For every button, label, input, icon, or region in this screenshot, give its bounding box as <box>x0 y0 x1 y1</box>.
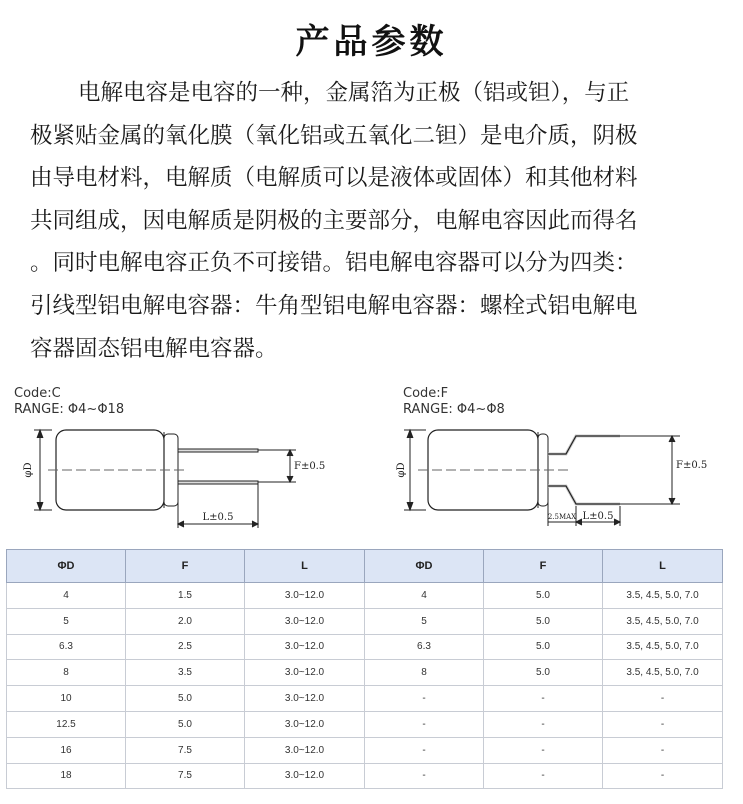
table-cell: 4 <box>365 583 484 609</box>
table-cell: 5.0 <box>126 686 245 712</box>
f-label: F±0.5 <box>676 460 708 471</box>
table-cell: 7.5 <box>126 763 245 789</box>
header-cell-l: L <box>603 550 723 583</box>
table-cell: 3.0~12.0 <box>245 763 365 789</box>
table-cell: 5.0 <box>484 583 603 609</box>
table-cell: 5.0 <box>484 660 603 686</box>
paragraph-line: 电解电容是电容的一种，金属箔为正极（铝或钽），与正 <box>78 80 630 106</box>
arrow-head <box>407 430 413 438</box>
arrow-head <box>576 519 582 525</box>
table-cell: 7.5 <box>126 737 245 763</box>
table-cell: - <box>603 711 723 737</box>
table-cell: 16 <box>7 737 126 763</box>
table-header-row <box>7 550 723 583</box>
description-paragraph <box>30 72 720 370</box>
f-label: F±0.5 <box>294 461 326 472</box>
table-cell: - <box>603 763 723 789</box>
lead-lower-outline <box>548 486 620 504</box>
table-row <box>7 711 723 737</box>
table-cell: - <box>365 711 484 737</box>
header-cell-diameter: ΦD <box>365 550 484 583</box>
code-c-title: Code:C <box>14 386 61 401</box>
table-cell: 8 <box>365 660 484 686</box>
table-cell: 5 <box>365 608 484 634</box>
header-cell-f: F <box>484 550 603 583</box>
l-label: L±0.5 <box>582 511 614 522</box>
page-title: 产品参数 <box>295 22 448 62</box>
table-cell: - <box>365 737 484 763</box>
table-cell: 3.0~12.0 <box>245 686 365 712</box>
table-cell: 10 <box>7 686 126 712</box>
table-cell: 3.0~12.0 <box>245 737 365 763</box>
table-cell: 3.5 <box>126 660 245 686</box>
table-row <box>7 608 723 634</box>
table-cell: 2.5 <box>126 634 245 660</box>
paragraph-line: 容器固态铝电解电容器。 <box>30 335 278 362</box>
table-cell: - <box>603 686 723 712</box>
header-cell-diameter: ΦD <box>7 550 126 583</box>
table-cell: 3.5, 4.5, 5.0, 7.0 <box>603 634 723 660</box>
d-label: φD <box>396 462 407 478</box>
header-cell-f: F <box>126 550 245 583</box>
table-cell: 18 <box>7 763 126 789</box>
table-row <box>7 686 723 712</box>
lead-lower <box>548 486 620 504</box>
code-c-labels <box>14 386 124 418</box>
paragraph-line: 。同时电解电容正负不可接错。铝电解电容器可以分为四类： <box>30 250 638 277</box>
spec-table <box>6 549 723 789</box>
table-cell: 6.3 <box>365 634 484 660</box>
arrow-head <box>178 521 184 527</box>
table-row <box>7 583 723 609</box>
table-cell: 12.5 <box>7 711 126 737</box>
capacitor-diagram-c <box>18 418 348 538</box>
arrow-head <box>669 498 675 504</box>
table-cell: 3.5, 4.5, 5.0, 7.0 <box>603 608 723 634</box>
table-cell: - <box>365 763 484 789</box>
max-label: 2.5MAX <box>547 513 577 521</box>
table-cell: - <box>484 711 603 737</box>
capacitor-diagram-f <box>398 418 728 538</box>
table-cell: 3.0~12.0 <box>245 711 365 737</box>
table-cell: 8 <box>7 660 126 686</box>
table-cell: 3.0~12.0 <box>245 583 365 609</box>
table-cell: - <box>484 763 603 789</box>
table-cell: 2.0 <box>126 608 245 634</box>
arrow-head <box>669 436 675 442</box>
d-label: φD <box>23 462 34 478</box>
arrow-head <box>287 450 293 456</box>
table-row <box>7 763 723 789</box>
paragraph-line: 引线型铝电解电容器：牛角型铝电解电容器：螺栓式铝电解电 <box>30 292 638 319</box>
arrow-head <box>287 476 293 482</box>
table-row <box>7 660 723 686</box>
table-cell: 3.5, 4.5, 5.0, 7.0 <box>603 583 723 609</box>
header-cell-l: L <box>245 550 365 583</box>
arrow-head <box>252 521 258 527</box>
table-cell: 3.0~12.0 <box>245 660 365 686</box>
table-cell: 5 <box>7 608 126 634</box>
lead-upper <box>548 436 620 454</box>
table-cell: 3.0~12.0 <box>245 608 365 634</box>
table-cell: - <box>365 686 484 712</box>
table-cell: 3.0~12.0 <box>245 634 365 660</box>
table-row <box>7 634 723 660</box>
arrow-head <box>407 502 413 510</box>
code-c-range: RANGE: Φ4~Φ18 <box>14 402 125 417</box>
lead-upper-outline <box>548 436 620 454</box>
table-cell: 5.0 <box>126 711 245 737</box>
arrow-head <box>37 430 43 438</box>
arrow-head <box>37 502 43 510</box>
table-cell: 1.5 <box>126 583 245 609</box>
code-f-title: Code:F <box>403 386 449 401</box>
table-cell: 5.0 <box>484 634 603 660</box>
arrow-head <box>614 519 620 525</box>
table-cell: 4 <box>7 583 126 609</box>
table-cell: 6.3 <box>7 634 126 660</box>
paragraph-line: 极紧贴金属的氧化膜（氧化铝或五氧化二钽）是电介质，阴极 <box>30 122 638 149</box>
table-cell: 5.0 <box>484 608 603 634</box>
table-cell: - <box>603 737 723 763</box>
l-label: L±0.5 <box>202 512 234 523</box>
code-f-labels <box>403 386 505 418</box>
lead-lower <box>178 481 258 484</box>
table-cell: 3.5, 4.5, 5.0, 7.0 <box>603 660 723 686</box>
paragraph-line: 共同组成，因电解质是阴极的主要部分，电解电容因此而得名 <box>30 207 638 234</box>
table-cell: - <box>484 737 603 763</box>
paragraph-line: 由导电材料，电解质（电解质可以是液体或固体）和其他材料 <box>30 165 638 192</box>
lead-upper <box>178 449 258 452</box>
code-f-range: RANGE: Φ4~Φ8 <box>403 402 505 417</box>
table-cell: - <box>484 686 603 712</box>
table-row <box>7 737 723 763</box>
